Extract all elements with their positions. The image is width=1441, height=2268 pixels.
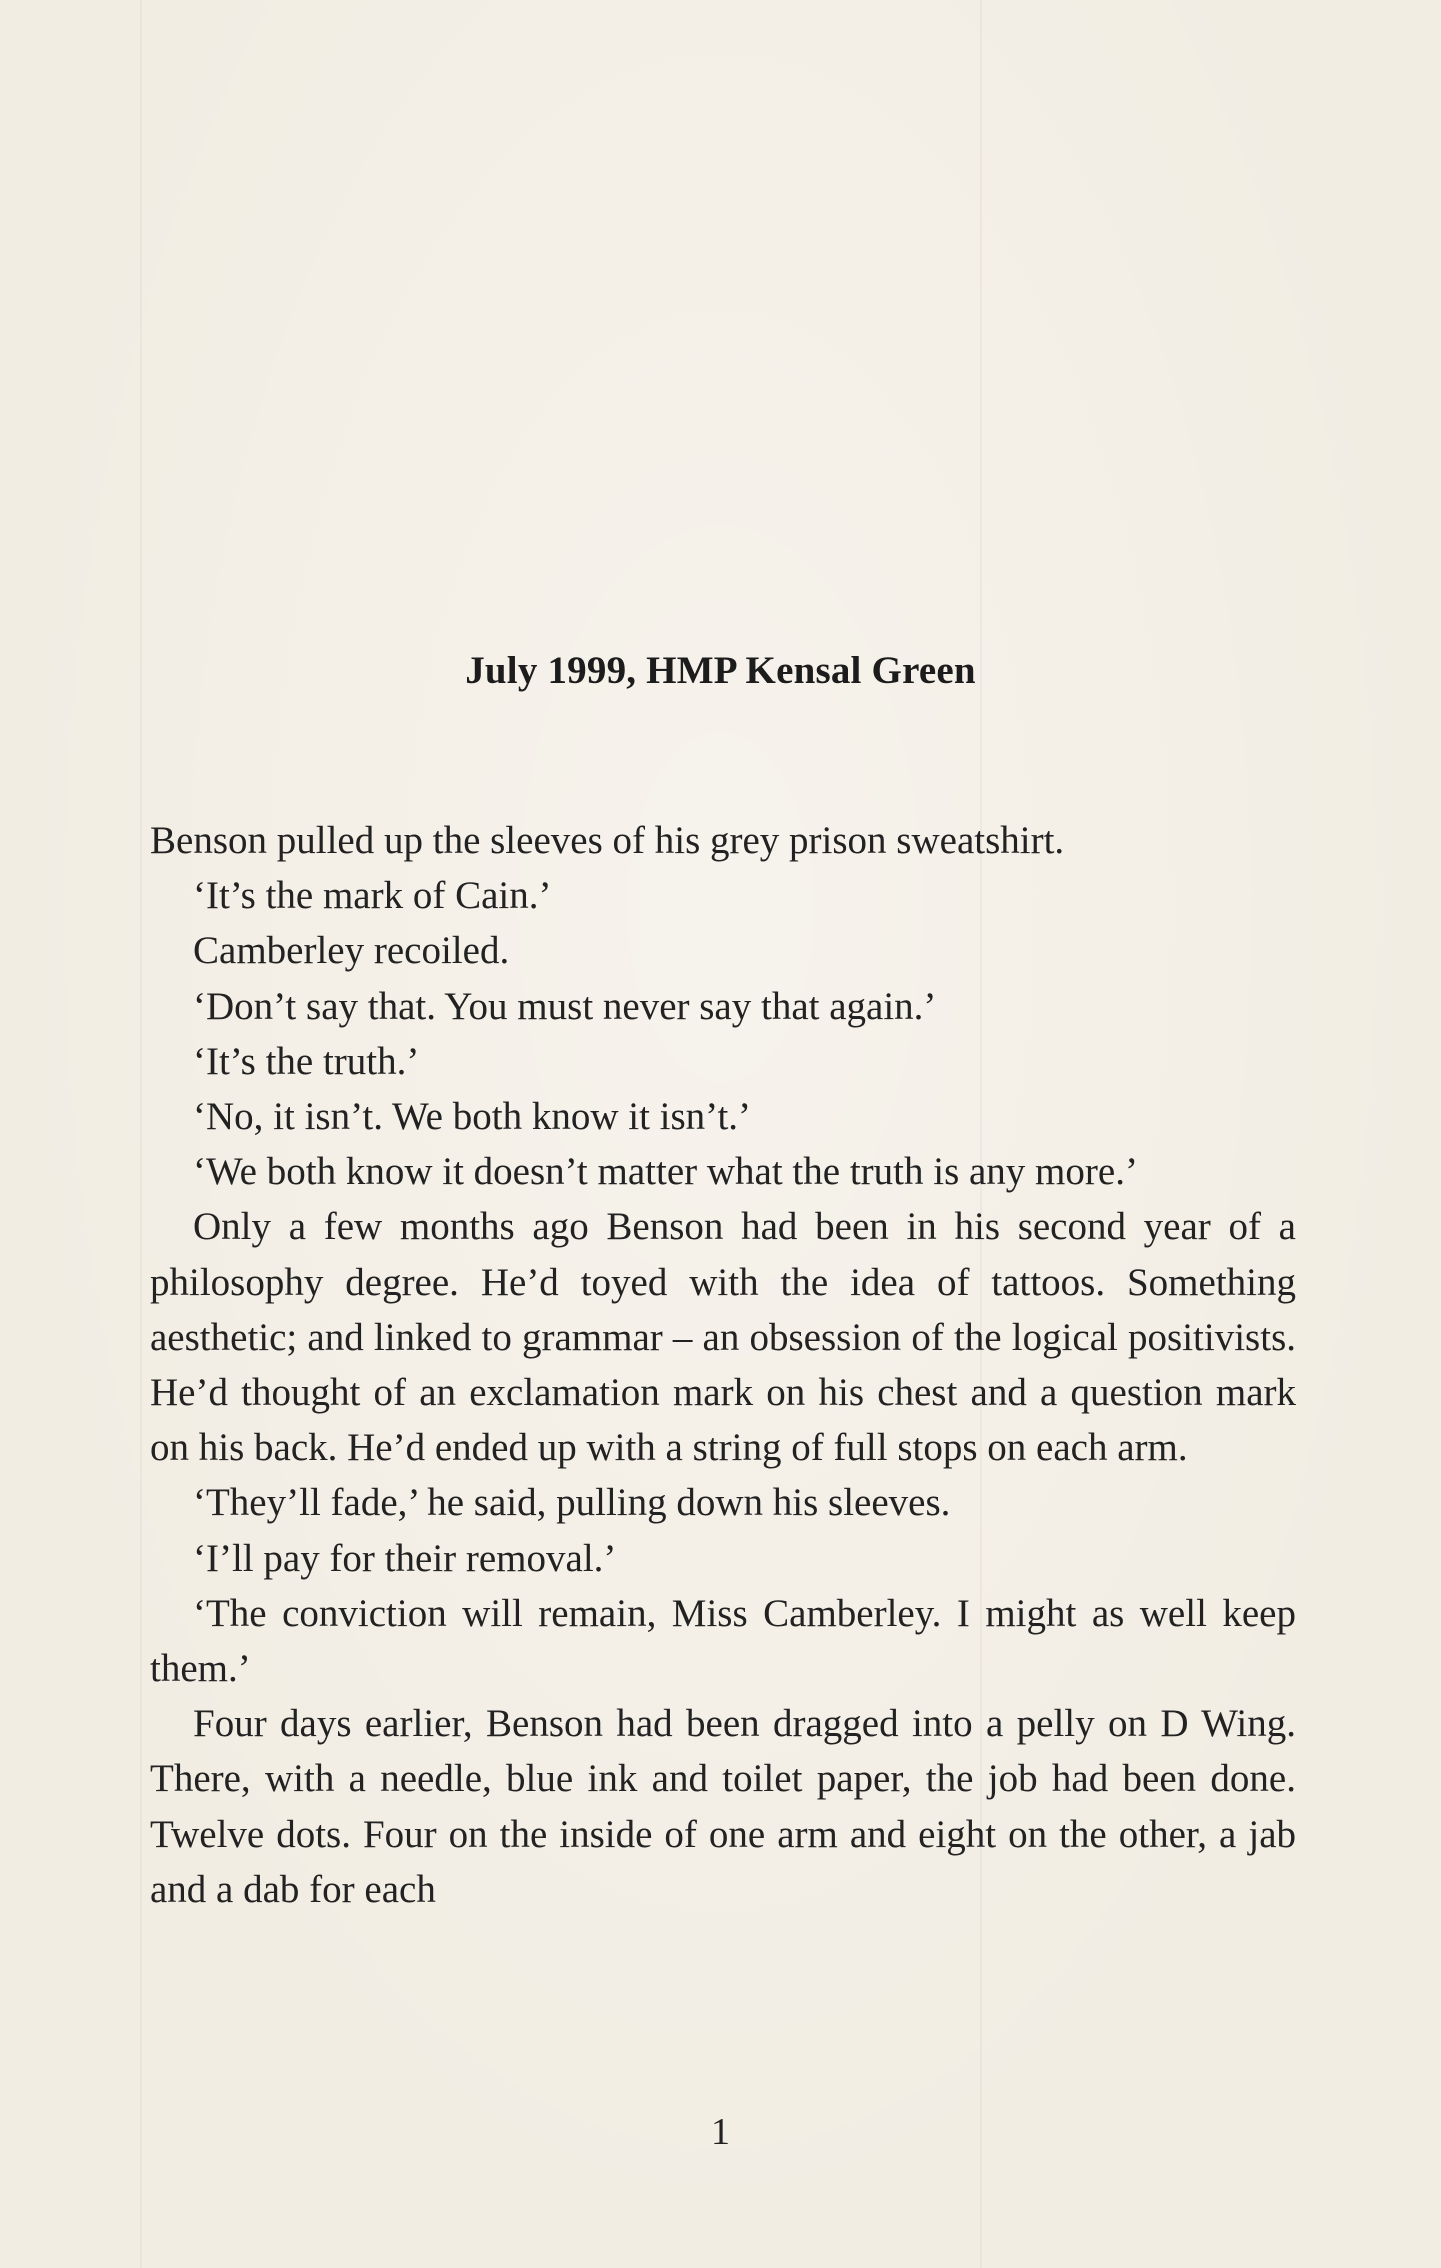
paragraph: Benson pulled up the sleeves of his grey prison sweatshirt.	[150, 819, 1065, 862]
page-number: 1	[711, 2111, 730, 2153]
paragraph: ‘It’s the mark of Cain.’	[193, 874, 552, 918]
chapter-title: July 1999, HMP Kensal Green	[465, 649, 976, 692]
paragraph: ‘They’ll fade,’ he said, pulling down his sleeves.	[193, 1481, 951, 1525]
paragraph: ‘I’ll pay for their removal.’	[193, 1536, 617, 1580]
paragraph: Only a few months ago Benson had been in his second year of a philosophy degree. He’d toyed with the idea of tattoos. Something aesthetic; and linked to grammar – an obsession of the logical positivists. He’d thought of an exclamation mark on his chest and a question mark on his back. He’d ended up with a string of full stops on each arm.	[150, 1205, 1296, 1470]
paragraph: ‘Don’t say that. You must never say that again.’	[193, 984, 937, 1028]
paragraph: Four days earlier, Benson had been dragged into a pelly on D Wing. There, with a needle, blue ink and toilet paper, the job had been done. Twelve dots. Four on the inside of one arm and eight on the other, a jab and a dab for each	[150, 1702, 1296, 1911]
page-fold-line	[140, 0, 142, 2268]
paragraph: ‘It’s the truth.’	[193, 1039, 420, 1083]
paragraph: ‘The conviction will remain, Miss Camberley. I might as well keep them.’	[150, 1591, 1296, 1691]
body-text	[150, 813, 1296, 1917]
paragraph: ‘No, it isn’t. We both know it isn’t.’	[193, 1095, 752, 1139]
paragraph: Camberley recoiled.	[193, 929, 510, 973]
paragraph: ‘We both know it doesn’t matter what the truth is any more.’	[193, 1150, 1138, 1194]
